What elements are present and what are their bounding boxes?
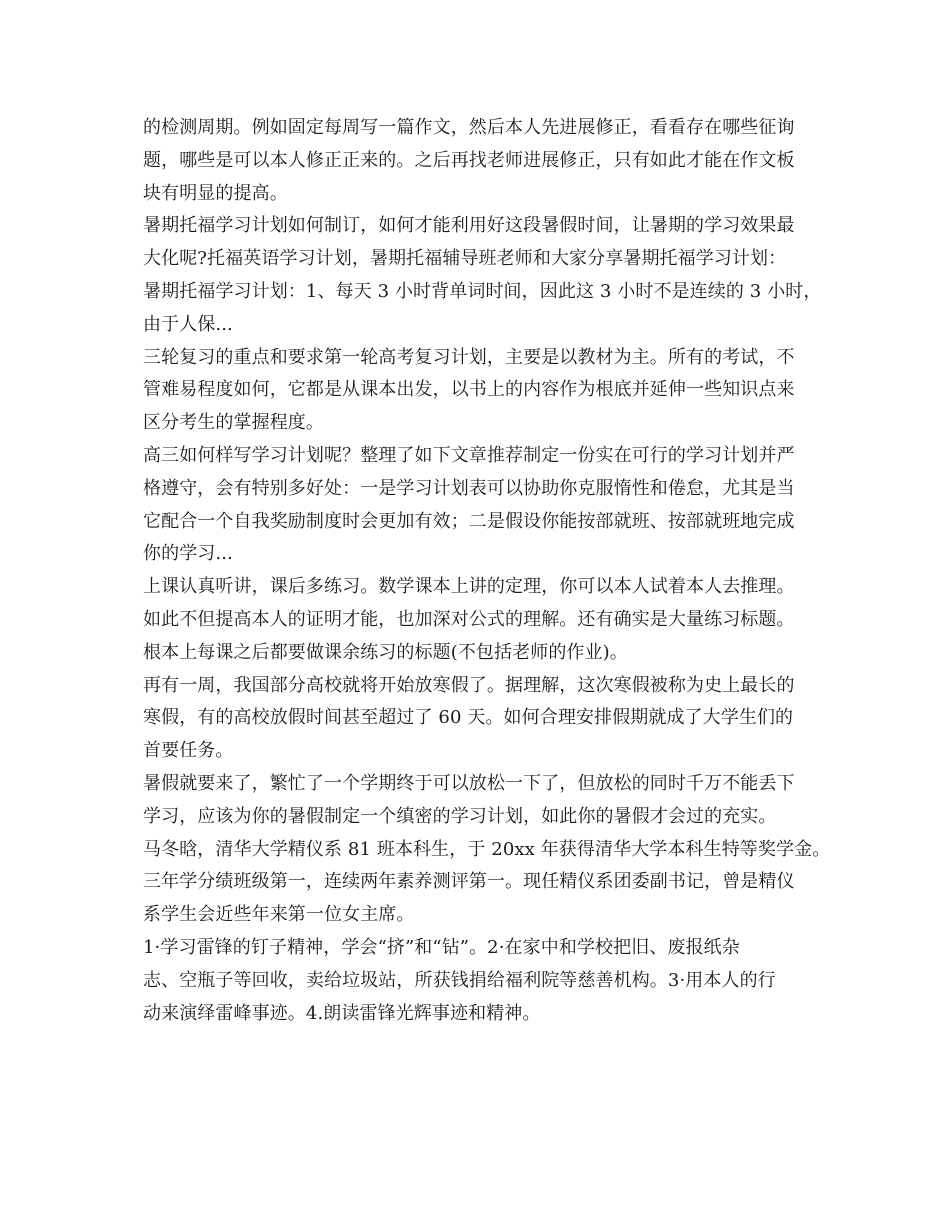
text-line: 马冬晗，清华大学精仪系 81 班本科生，于 20xx 年获得清华大学本科生特等奖学金。	[143, 838, 831, 860]
text-line: 管难易程度如何，它都是从课本出发，以书上的内容作为根底并延伸一些知识点来	[143, 379, 795, 401]
text-line: 由于人保...	[143, 313, 233, 335]
text-line: 暑假就要来了，繁忙了一个学期终于可以放松一下了，但放松的同时千万不能丢下	[143, 772, 795, 794]
text-line: 动来演绎雷峰事迹。4.朗读雷锋光辉事迹和精神。	[143, 1002, 541, 1024]
text-line: 首要任务。	[143, 740, 234, 762]
text-line: 区分考生的掌握程度。	[143, 412, 324, 434]
text-line: 如此不但提高本人的证明才能，也加深对公式的理解。还有确实是大量练习标题。	[143, 608, 795, 630]
text-line: 三年学分绩班级第一，连续两年素养测评第一。现任精仪系团委副书记，曾是精仪	[143, 871, 795, 893]
text-line: 三轮复习的重点和要求第一轮高考复习计划，主要是以教材为主。所有的考试，不	[143, 346, 795, 368]
text-line: 根本上每课之后都要做课余练习的标题(不包括老师的作业)。	[143, 641, 628, 663]
text-line: 学习，应该为你的暑假制定一个缜密的学习计划，如此你的暑假才会过的充实。	[143, 805, 777, 827]
text-line: 上课认真听讲，课后多练习。数学课本上讲的定理，你可以本人试着本人去推理。	[143, 576, 795, 598]
document-body	[143, 112, 833, 1030]
text-line: 大化呢?托福英语学习计划，暑期托福辅导班老师和大家分享暑期托福学习计划：	[143, 248, 787, 270]
text-line: 题，哪些是可以本人修正正来的。之后再找老师进展修正，只有如此才能在作文板	[143, 149, 795, 171]
text-line: 的检测周期。例如固定每周写一篇作文，然后本人先进展修正，看看存在哪些征询	[143, 117, 795, 138]
text-line: 你的学习...	[143, 543, 233, 565]
text-line: 暑期托福学习计划如何制订，如何才能利用好这段暑假时间，让暑期的学习效果最	[143, 215, 795, 237]
text-line: 它配合一个自我奖励制度时会更加有效；二是假设你能按部就班、按部就班地完成	[143, 510, 795, 532]
text-line: 志、空瓶子等回收，卖给垃圾站，所获钱捐给福利院等慈善机构。3·用本人的行	[143, 969, 776, 991]
text-line: 系学生会近些年来第一位女主席。	[143, 904, 415, 926]
text-line: 高三如何样写学习计划呢？整理了如下文章推荐制定一份实在可行的学习计划并严	[143, 444, 795, 466]
text-line: 格遵守，会有特别多好处：一是学习计划表可以协助你克服惰性和倦怠，尤其是当	[143, 477, 795, 499]
text-line: 暑期托福学习计划：1、每天 3 小时背单词时间，因此这 3 小时不是连续的 3 小时，	[143, 280, 822, 302]
text-line: 再有一周，我国部分高校就将开始放寒假了。据理解，这次寒假被称为史上最长的	[143, 674, 795, 696]
text-line: 块有明显的提高。	[143, 182, 288, 204]
text-line: 1·学习雷锋的钉子精神，学会“挤”和“钻”。2·在家中和学校把旧、废报纸杂	[143, 936, 740, 958]
text-line: 寒假，有的高校放假时间甚至超过了 60 天。如何合理安排假期就成了大学生们的	[143, 707, 794, 729]
